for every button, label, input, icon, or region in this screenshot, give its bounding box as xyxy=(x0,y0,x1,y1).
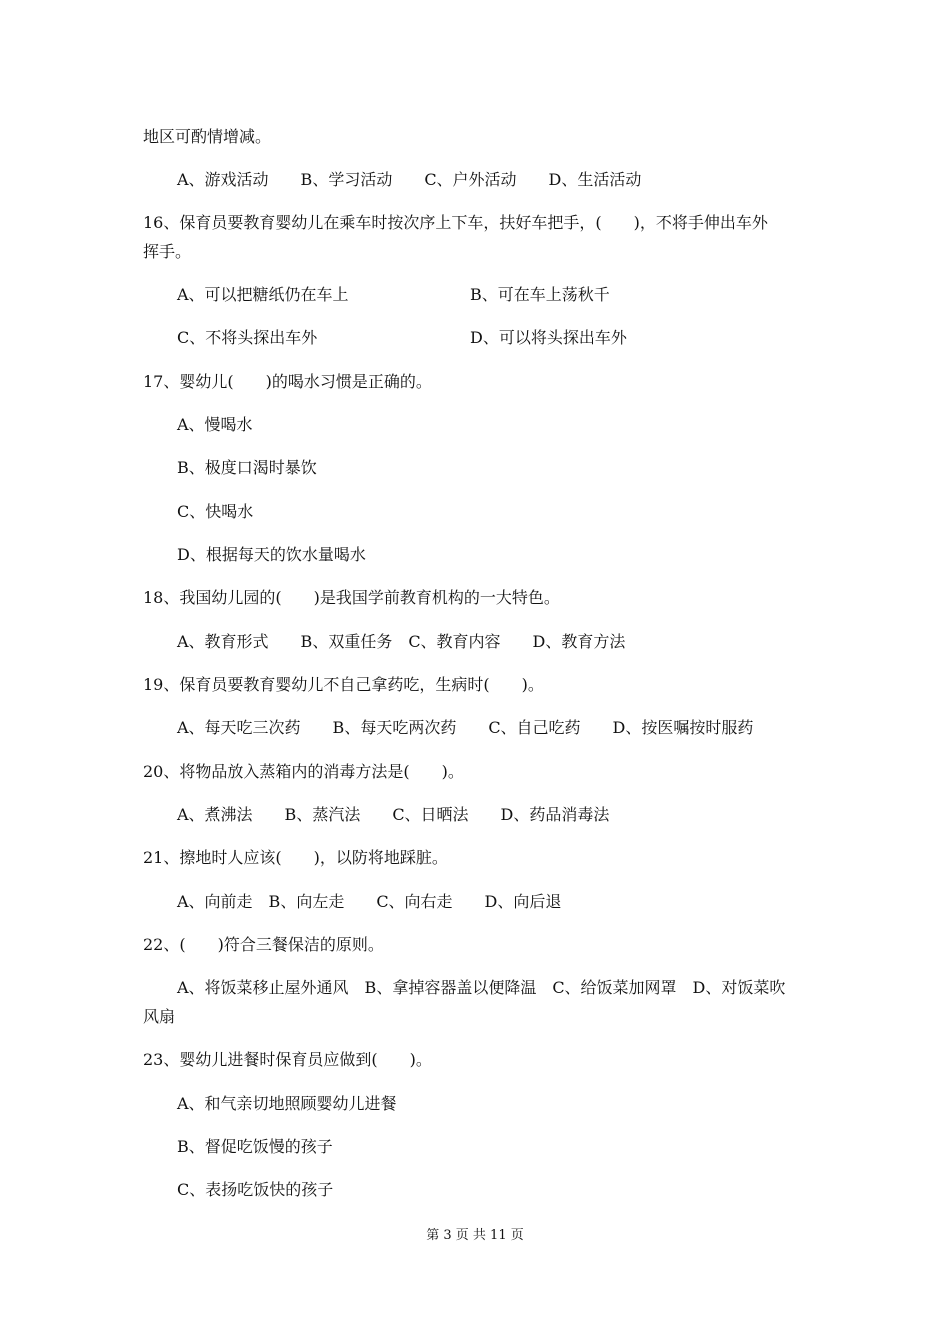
page-footer: 第 3 页 共 11 页 xyxy=(426,1228,524,1243)
q22-options: A、将饭菜移止屋外通风 B、拿掉容器盖以便降温 C、给饭菜加网罩 D、对饭菜吹 xyxy=(177,978,786,997)
q16-option-d: D、可以将头探出车外 xyxy=(470,328,627,347)
q16-option-a: A、可以把糖纸仍在车上 xyxy=(177,285,349,304)
q17-option-d: D、根据每天的饮水量喝水 xyxy=(177,545,366,564)
q23-option-b: B、督促吃饭慢的孩子 xyxy=(177,1137,333,1156)
q18-stem: 18、我国幼儿园的( )是我国学前教育机构的一大特色。 xyxy=(143,588,560,607)
q17-option-b: B、极度口渴时暴饮 xyxy=(177,458,317,477)
continuation-text: 地区可酌情增减。 xyxy=(143,127,272,146)
q21-options: A、向前走 B、向左走 C、向右走 D、向后退 xyxy=(177,892,562,911)
q15-options: A、游戏活动 B、学习活动 C、户外活动 D、生活活动 xyxy=(177,170,642,189)
q17-option-c: C、快喝水 xyxy=(177,502,254,521)
q16-option-b: B、可在车上荡秋千 xyxy=(470,285,610,304)
q22-options-cont: 风扇 xyxy=(143,1007,176,1026)
q19-options: A、每天吃三次药 B、每天吃两次药 C、自己吃药 D、按医嘱按时服药 xyxy=(177,718,754,737)
q17-option-a: A、慢喝水 xyxy=(177,415,253,434)
q23-option-a: A、和气亲切地照顾婴幼儿进餐 xyxy=(177,1094,397,1113)
q16-option-c: C、不将头探出车外 xyxy=(177,328,318,347)
q19-stem: 19、保育员要教育婴幼儿不自己拿药吃，生病时( )。 xyxy=(143,675,544,694)
q23-stem: 23、婴幼儿进餐时保育员应做到( )。 xyxy=(143,1050,432,1069)
q20-options: A、煮沸法 B、蒸汽法 C、日晒法 D、药品消毒法 xyxy=(177,805,610,824)
q20-stem: 20、将物品放入蒸箱内的消毒方法是( )。 xyxy=(143,762,464,781)
q16-stem-cont: 挥手。 xyxy=(143,242,192,261)
q22-stem: 22、( )符合三餐保洁的原则。 xyxy=(143,935,384,954)
q16-stem: 16、保育员要教育婴幼儿在乘车时按次序上下车，扶好车把手，( )，不将手伸出车外 xyxy=(143,213,768,232)
q21-stem: 21、擦地时人应该( )，以防将地踩脏。 xyxy=(143,848,448,867)
q23-option-c: C、表扬吃饭快的孩子 xyxy=(177,1180,334,1199)
q18-options: A、教育形式 B、双重任务 C、教育内容 D、教育方法 xyxy=(177,632,626,651)
q17-stem: 17、婴幼儿( )的喝水习惯是正确的。 xyxy=(143,372,432,391)
